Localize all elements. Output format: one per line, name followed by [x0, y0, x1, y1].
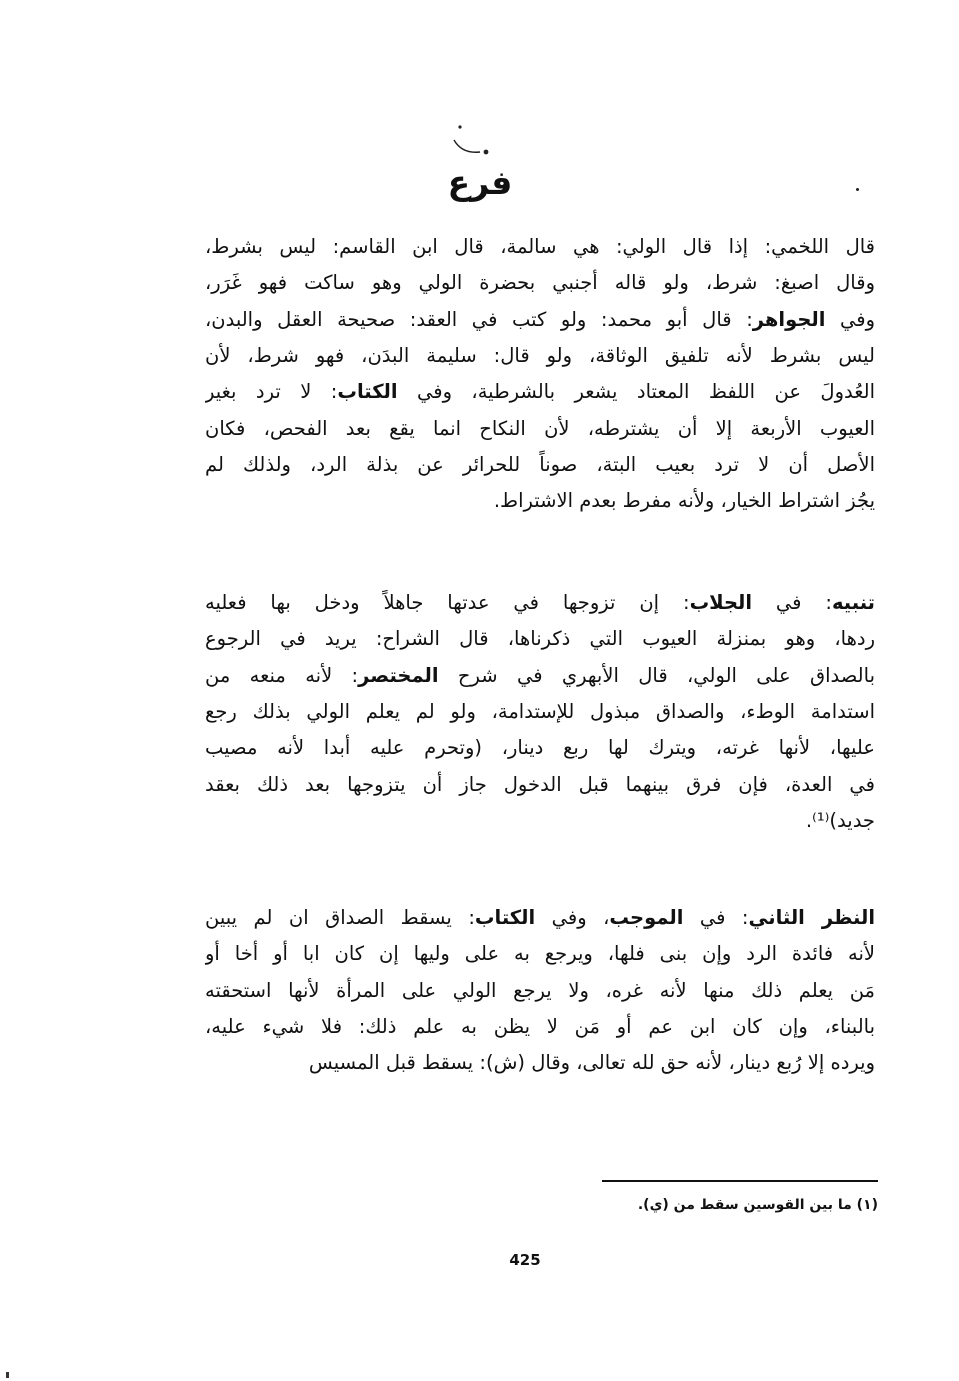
text-line — [205, 624, 875, 656]
footnote-separator — [602, 1180, 878, 1182]
bold-term: المختصر — [358, 663, 439, 687]
bold-term: الجواهر — [752, 307, 826, 331]
text-segment: العيوب الأربعة إلا أن يشترطه، لأن النكاح انما يقع بعد الفحص، فكان — [205, 416, 875, 440]
bold-term: الجلاب — [689, 591, 753, 614]
text-line — [205, 268, 875, 300]
text-line — [205, 414, 875, 446]
text-segment: العُدولَ عن اللفظ المعتاد يشعر بالشرطية، وفي — [397, 380, 875, 404]
text-line — [205, 697, 875, 729]
text-segment: لأنه فائدة الرد وإن بنى فلها، ويرجع به على وليها إن كان ابا أو أخا أو — [205, 942, 875, 966]
text-line — [205, 806, 875, 838]
text-line — [205, 377, 875, 409]
stray-dot — [856, 188, 859, 191]
text-line — [205, 1012, 875, 1044]
text-line — [205, 976, 875, 1008]
text-segment: بالصداق على الولي، قال الأبهري في شرح — [438, 663, 875, 687]
text-segment: مَن يعلم ذلك منها لأنه غره، ولا يرجع الولي على المرأة لأنها استحقته — [205, 978, 875, 1002]
text-segment: بالبناء، وإن كان ابن عم أو مَن لا يظن به علم ذلك: فلا شيء عليه، — [205, 1014, 875, 1038]
text-line — [205, 450, 875, 482]
text-segment: ، وفي — [535, 906, 610, 929]
text-segment: ردها، وهو بمنزلة العيوب التي ذكرناها، قال الشراح: يريد في الرجوع — [205, 627, 875, 651]
footnote: (١) ما بين القوسين سقط من (ي). — [637, 1197, 878, 1213]
text-segment: : يسقط الصداق ان لم يبين — [205, 906, 475, 929]
text-segment: وفي — [825, 307, 875, 331]
text-segment: : لا ترد بغير — [205, 380, 338, 404]
text-line — [205, 903, 875, 935]
text-segment: جديد)⁽¹⁾. — [805, 808, 875, 832]
text-line — [205, 341, 875, 373]
section-heading: فرع — [447, 163, 513, 202]
text-line — [205, 486, 875, 518]
bold-term: النظر الثاني — [748, 906, 875, 929]
bold-term: تنبيه — [831, 591, 875, 614]
bold-term: الكتاب — [337, 380, 398, 404]
text-segment: وقال اصبغ: شرط، ولو قاله أجنبي بحضرة الولي وهو ساكت فهو غَرَر، — [205, 271, 875, 295]
text-segment: ويرده إلا رُبع دينار، لأنه حق لله تعالى، وقال (ش): يسقط قبل المسيس — [308, 1051, 875, 1075]
text-segment: عليها، لأنها غرته، ويترك لها ربع دينار، (وتحرم عليه أبدا لأنه مصيب — [205, 736, 875, 760]
text-segment: الأصل أن لا ترد بعيب البتة، صوناً للحرائر عن بذلة الرد، ولذلك لم — [205, 452, 875, 476]
text-line — [205, 1048, 875, 1080]
text-segment: : في — [752, 591, 832, 614]
text-line — [205, 770, 875, 802]
text-segment: : لأنه منعه من — [205, 663, 359, 687]
text-line — [205, 939, 875, 971]
text-segment: في العدة، فإن فرق بينهما قبل الدخول جاز أن يتزوجها بعد ذلك بعقد — [205, 772, 875, 796]
text-line — [205, 733, 875, 765]
text-segment: قال اللخمي: إذا قال الولي: هي سالمة، قال ابن القاسم: ليس بشرط، — [205, 235, 875, 258]
edge-mark — [6, 1372, 9, 1378]
text-line — [205, 661, 875, 693]
text-line — [205, 588, 875, 620]
text-segment: يجُز اشتراط الخيار، ولأنه مفرط بعدم الاشتراط. — [493, 489, 875, 513]
text-line — [205, 305, 875, 337]
text-segment: : في — [683, 906, 749, 929]
text-segment: : قال أبو محمد: ولو كتب في العقد: صحيحة العقل والبدن، — [205, 307, 753, 331]
bold-term: الموجب — [609, 906, 684, 929]
text-segment: : إن تزوجها في عدتها جاهلاً ودخل بها فعليه — [205, 591, 690, 614]
text-segment: استدامة الوطء، والصداق مبذول للإستدامة، ولو لم يعلم الولي بذلك رجع — [205, 699, 875, 723]
text-segment: ليس بشرط لأنه تلفيق الوثاقة، ولو قال: سليمة البدَن، فهو شرط، لأن — [205, 343, 875, 367]
page-number: 425 — [509, 1251, 541, 1269]
bold-term: الكتاب — [474, 906, 536, 929]
text-line — [205, 232, 875, 264]
